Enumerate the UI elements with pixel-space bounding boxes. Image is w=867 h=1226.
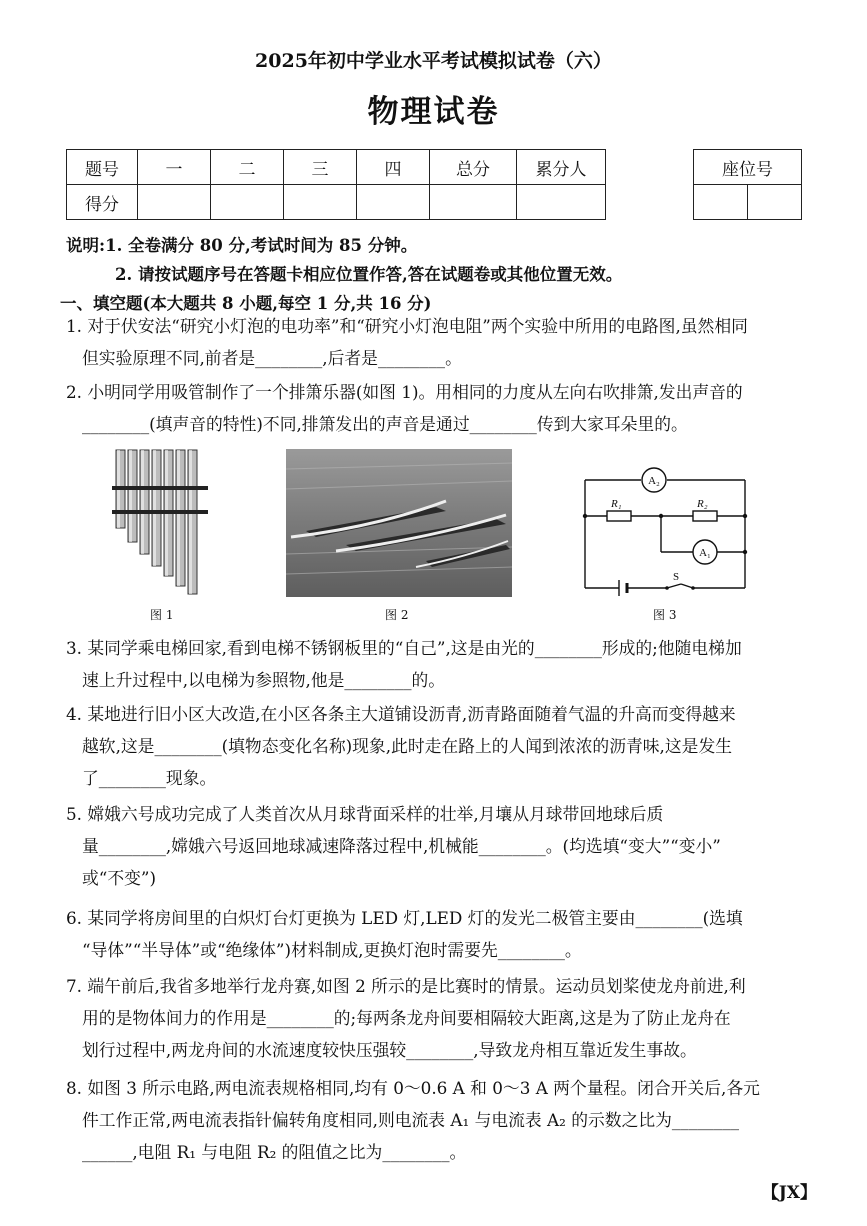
question-3 [66,632,806,696]
question-line: 但实验原理不同,前者是________,后者是________。 [82,348,462,368]
exam-title: 2025年初中学业水平考试模拟试卷（六） [255,50,612,72]
exam-code-badge: 【JX】 [761,1183,817,1203]
score-table [66,149,606,220]
instruction-line-1: 说明:1. 全卷满分 80 分,考试时间为 85 分钟。 [66,236,418,255]
question-line: 量________,嫦娥六号返回地球减速降落过程中,机械能________。(均选填“变大”“变小” [82,836,721,856]
score-input-3[interactable] [284,185,357,220]
resistor-r2-label: R₂ [697,498,708,510]
figure-3-circuit-diagram [575,458,755,596]
question-line: 用的是物体间力的作用是________的;每两条龙舟间要相隔较大距离,这是为了防止龙舟在 [82,1008,731,1028]
seat-table [693,149,802,220]
figure-2-dragonboat-image [286,449,512,597]
score-table-header-row [67,150,606,185]
question-line: 越软,这是________(填物态变化名称)现象,此时走在路上的人闻到浓浓的沥青味,这是发生 [82,736,733,756]
question-line: 件工作正常,两电流表指针偏转角度相同,则电流表 A₁ 与电流表 A₂ 的示数之比为________ [82,1110,740,1130]
question-line: 7. 端午前后,我省多地举行龙舟赛,如图 2 所示的是比赛时的情景。运动员划桨使龙舟前进,利 [66,976,746,996]
score-cell-grader: 累分人 [517,150,606,185]
figure-3-caption: 图 3 [653,608,677,622]
question-line: 5. 嫦娥六号成功完成了人类首次从月球背面采样的壮举,月壤从月球带回地球后质 [66,804,664,824]
seat-input-2[interactable] [748,185,802,220]
figure-1-panflute-image [112,448,214,598]
question-line: 4. 某地进行旧小区大改造,在小区各条主大道铺设沥青,沥青路面随着气温的升高而变得越来 [66,704,736,724]
score-input-1[interactable] [138,185,211,220]
switch-s-label: S [673,571,680,583]
question-line: 了________现象。 [82,768,217,788]
instruction-line-2: 2. 请按试题序号在答题卡相应位置作答,答在试题卷或其他位置无效。 [115,265,623,284]
score-cell-label: 题号 [67,150,138,185]
question-line: ______,电阻 R₁ 与电阻 R₂ 的阻值之比为________。 [82,1142,467,1162]
ammeter-a1-label: A₁ [699,547,711,559]
score-cell-total: 总分 [430,150,517,185]
ammeter-a2-label: A₂ [648,475,660,487]
score-cell-2: 二 [211,150,284,185]
score-row-label: 得分 [67,185,138,220]
question-line: 速上升过程中,以电梯为参照物,他是________的。 [82,670,446,690]
question-line: 6. 某同学将房间里的白炽灯台灯更换为 LED 灯,LED 灯的发光二极管主要由________(选填 [66,908,743,928]
question-4 [66,698,806,794]
question-5 [66,798,806,894]
question-6 [66,902,806,966]
question-line: ________(填声音的特性)不同,排箫发出的声音是通过________传到大家耳朵里的。 [82,414,688,434]
question-line: “导体”“半导体”或“绝缘体”)材料制成,更换灯泡时需要先________。 [82,940,582,960]
score-cell-4: 四 [357,150,430,185]
question-7 [66,970,806,1066]
score-cell-1: 一 [138,150,211,185]
question-line: 划行过程中,两龙舟间的水流速度较快压强较________,导致龙舟相互靠近发生事故。 [82,1040,697,1060]
question-line: 3. 某同学乘电梯回家,看到电梯不锈钢板里的“自己”,这是由光的________形成的;他随电梯加 [66,638,742,658]
figure-1-caption: 图 1 [150,608,174,622]
section-heading: 一、填空题(本大题共 8 小题,每空 1 分,共 16 分) [60,294,432,313]
question-1 [66,310,806,374]
seat-input-1[interactable] [694,185,748,220]
question-line: 或“不变”) [82,868,157,888]
score-cell-3: 三 [284,150,357,185]
score-input-grader[interactable] [517,185,606,220]
question-line: 8. 如图 3 所示电路,两电流表规格相同,均有 0～0.6 A 和 0～3 A 两个量程。闭合开关后,各元 [66,1078,760,1098]
score-input-2[interactable] [211,185,284,220]
score-table-score-row [67,185,606,220]
question-line: 2. 小明同学用吸管制作了一个排箫乐器(如图 1)。用相同的力度从左向右吹排箫,发出声音的 [66,382,743,402]
score-input-total[interactable] [430,185,517,220]
question-2 [66,376,806,440]
figure-2-caption: 图 2 [385,608,409,622]
seat-label: 座位号 [694,150,802,185]
score-input-4[interactable] [357,185,430,220]
question-8 [66,1072,806,1168]
subject-title: 物理试卷 [367,94,500,130]
resistor-r1-label: R₁ [611,498,622,510]
question-line: 1. 对于伏安法“研究小灯泡的电功率”和“研究小灯泡电阻”两个实验中所用的电路图,虽然相同 [66,316,748,336]
